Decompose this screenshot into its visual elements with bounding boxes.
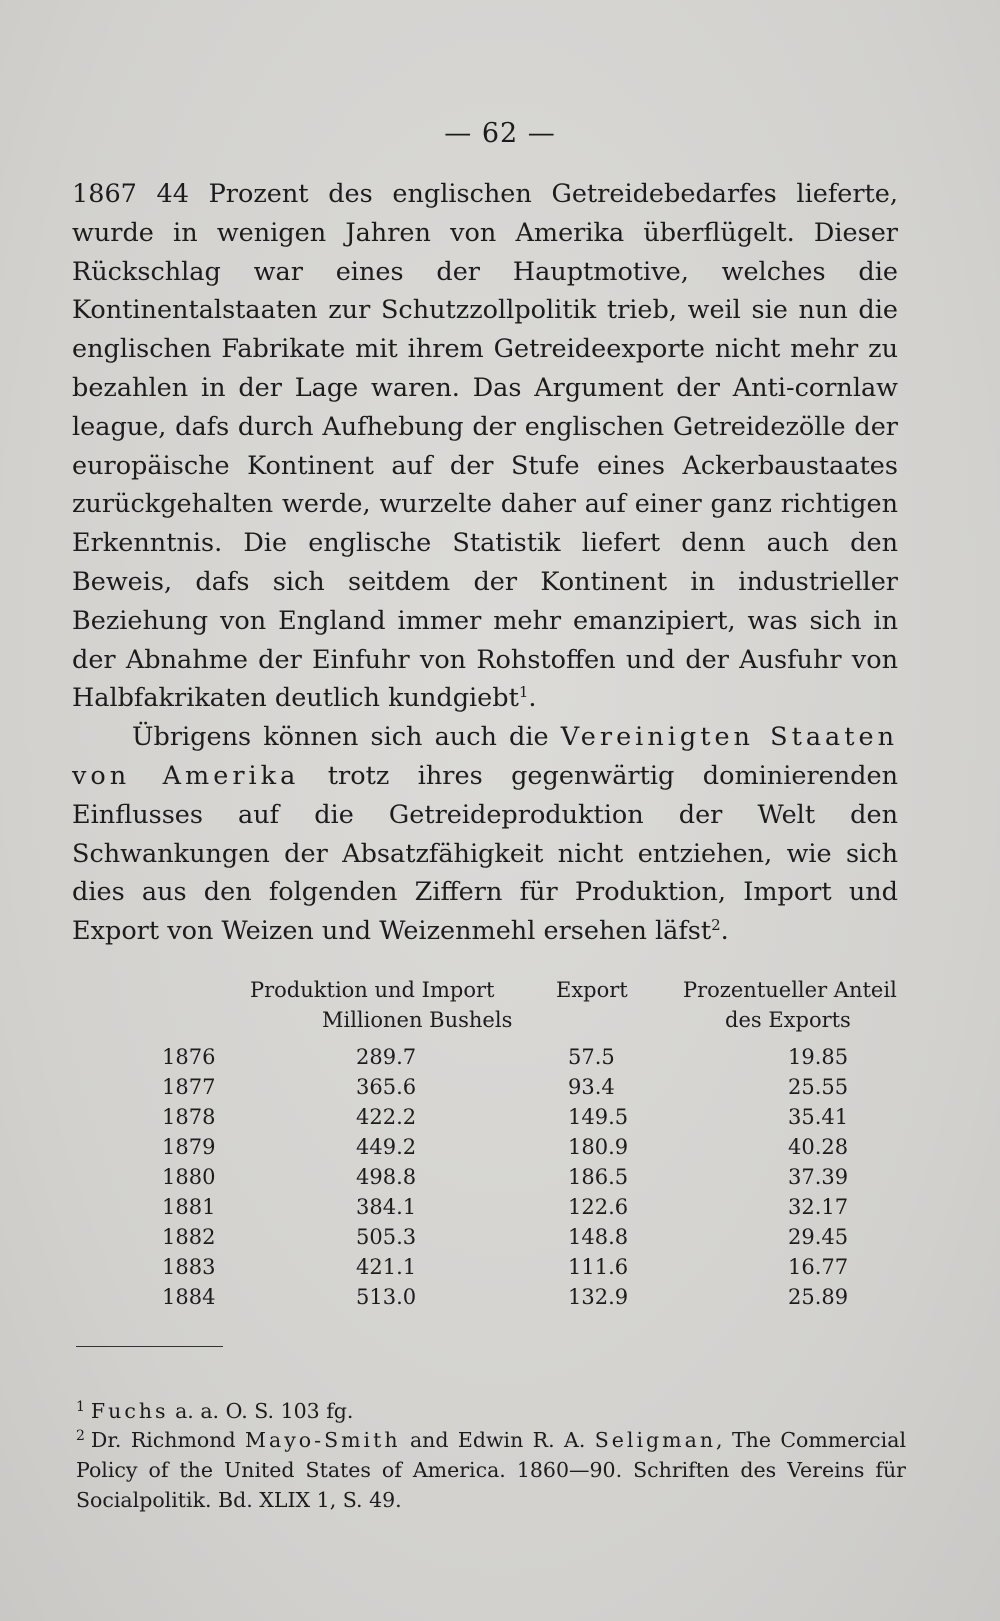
paragraph-1-end: . [528, 683, 537, 714]
paragraph-2-emphasis: Vereinigten Staaten von Amerika [72, 722, 898, 791]
cell-export: 148.8 [568, 1225, 629, 1249]
paragraph-2-text-a: Übrigens können sich auch die [132, 722, 561, 753]
cell-year: 1880 [162, 1165, 216, 1189]
header-export: Export [556, 978, 628, 1002]
cell-production: 384.1 [356, 1195, 417, 1219]
cell-export: 57.5 [568, 1045, 615, 1069]
cell-percent: 25.89 [788, 1285, 849, 1309]
cell-export: 132.9 [568, 1285, 629, 1309]
footnote-2-text-a: Dr. Richmond [90, 1428, 245, 1452]
cell-production: 505.3 [356, 1225, 417, 1249]
footnote-2-author-1: Mayo-Smith [245, 1428, 401, 1452]
body-text [72, 175, 898, 951]
paragraph-2 [72, 718, 898, 951]
cell-year: 1878 [162, 1105, 216, 1129]
cell-percent: 19.85 [788, 1045, 849, 1069]
footnote-1-text: a. a. O. S. 103 fg. [168, 1399, 354, 1423]
table-row [0, 1075, 1000, 1105]
cell-percent: 40.28 [788, 1135, 849, 1159]
table-row [0, 1165, 1000, 1195]
cell-percent: 37.39 [788, 1165, 849, 1189]
header-production-line2: Millionen Bushels [322, 1008, 513, 1032]
table-row [0, 1195, 1000, 1225]
cell-export: 149.5 [568, 1105, 629, 1129]
footnote-2-mark: 2 [76, 1428, 85, 1444]
table-row [0, 1045, 1000, 1075]
footnote-2-author-2: Seligman [594, 1428, 717, 1452]
footnote-1-author: Fuchs [90, 1399, 169, 1423]
footnote-divider [76, 1346, 223, 1347]
footnote-2-text-b: and Edwin R. A. [400, 1428, 595, 1452]
cell-export: 180.9 [568, 1135, 629, 1159]
cell-export: 93.4 [568, 1075, 615, 1099]
cell-production: 513.0 [356, 1285, 417, 1309]
cell-year: 1877 [162, 1075, 216, 1099]
paragraph-1 [72, 175, 898, 718]
cell-year: 1879 [162, 1135, 216, 1159]
cell-percent: 35.41 [788, 1105, 849, 1129]
cell-percent: 29.45 [788, 1225, 849, 1249]
cell-production: 449.2 [356, 1135, 417, 1159]
cell-year: 1884 [162, 1285, 216, 1309]
table-row [0, 1255, 1000, 1285]
footnote-1-mark: 1 [76, 1399, 85, 1415]
cell-year: 1882 [162, 1225, 216, 1249]
cell-production: 421.1 [356, 1255, 417, 1279]
cell-export: 111.6 [568, 1255, 629, 1279]
header-production-line1: Produktion und Import [250, 978, 495, 1002]
cell-year: 1876 [162, 1045, 216, 1069]
table-row [0, 1285, 1000, 1315]
footnote-2 [76, 1421, 906, 1515]
table-row [0, 1135, 1000, 1165]
cell-production: 498.8 [356, 1165, 417, 1189]
header-percent-line2: des Exports [725, 1008, 851, 1032]
footnote-ref-2[interactable]: 2 [711, 916, 721, 935]
table-row [0, 1105, 1000, 1135]
page-number: — 62 — [444, 118, 556, 149]
cell-year: 1883 [162, 1255, 216, 1279]
cell-year: 1881 [162, 1195, 216, 1219]
cell-production: 422.2 [356, 1105, 417, 1129]
cell-percent: 25.55 [788, 1075, 849, 1099]
header-percent-line1: Prozentueller Anteil [683, 978, 897, 1002]
cell-export: 186.5 [568, 1165, 629, 1189]
table-row [0, 1225, 1000, 1255]
cell-percent: 32.17 [788, 1195, 849, 1219]
paragraph-2-end: . [720, 916, 729, 947]
footnote-ref-1[interactable]: 1 [518, 683, 529, 702]
paragraph-1-text: 1867 44 Prozent des englischen Getreidebedarfes lieferte, wurde in wenigen Jahren von Amerika überflügelt. Dieser Rückschlag war eines der Hauptmotive, welches die Kontinentalstaaten zur Schutzzollpolitik trieb, weil sie nun die englischen Fabrikate mit ihrem Getreideexporte nicht mehr zu bezahlen in der Lage waren. Das Argument der Anti-cornlaw league, dafs durch Aufhebung der englischen Getreidezölle der europäische Kontinent auf der Stufe eines Ackerbaustaates zurückgehalten werde, wurzelte daher auf einer ganz richtigen Erkenntnis. Die englische Statistik liefert denn auch den Beweis, dafs sich seitdem der Kontinent in industrieller Beziehung von England immer mehr emanzipiert, was sich in der Abnahme der Einfuhr von Rohstoffen und der Ausfuhr von Halbfakrikaten deutlich kundgiebt [72, 179, 898, 714]
paragraph-2-text-b: trotz ihres gegenwärtig dominierenden Einflusses auf die Getreideproduktion der Welt den Schwankungen der Absatzfähigkeit nicht entziehen, wie sich dies aus den folgenden Ziffern für Produktion, Import und Export von Weizen und Weizenmehl ersehen läfst [72, 760, 898, 947]
cell-production: 289.7 [356, 1045, 417, 1069]
cell-production: 365.6 [356, 1075, 417, 1099]
footnote-2-text-c: , The Commercial Policy of the United States of America. 1860—90. Schriften des Vereins für Socialpolitik. Bd. XLIX 1, S. 49. [76, 1428, 906, 1512]
cell-percent: 16.77 [788, 1255, 849, 1279]
cell-export: 122.6 [568, 1195, 629, 1219]
